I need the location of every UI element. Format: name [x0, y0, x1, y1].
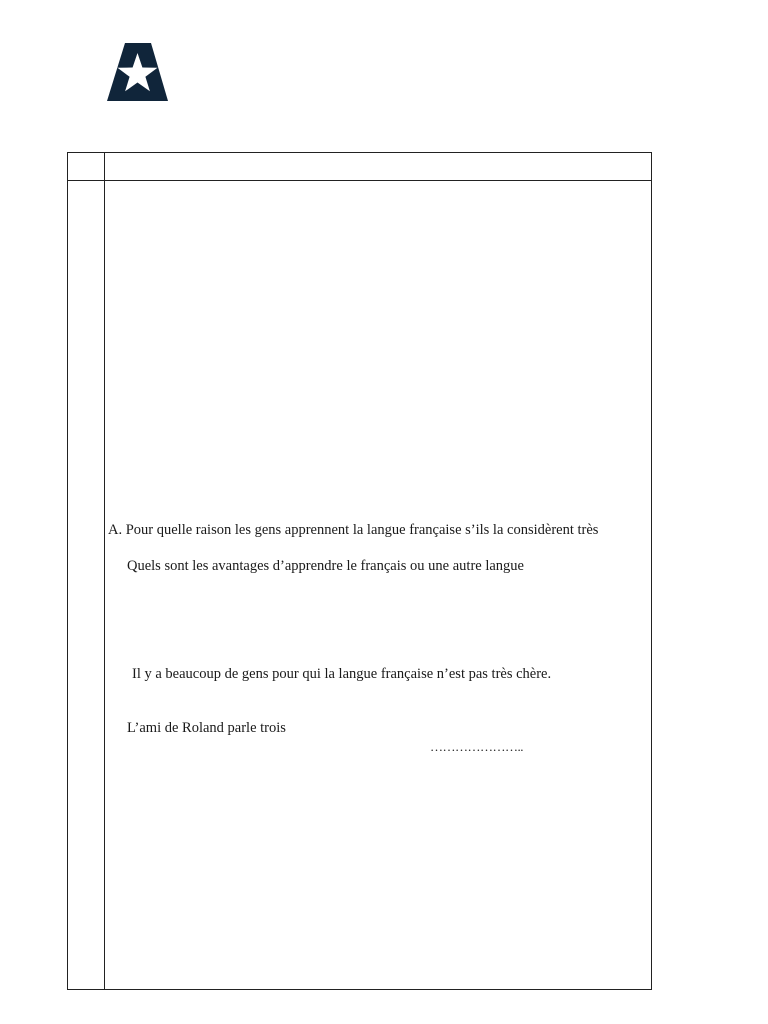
table-column-divider: [104, 153, 105, 989]
question-a-line-1: A. Pour quelle raison les gens apprennent la langue française s’ils la considèrent très: [108, 522, 599, 538]
table-header-divider: [68, 180, 651, 181]
question-c: L’ami de Roland parle trois: [127, 720, 286, 736]
question-a-line-2: Quels sont les avantages d’apprendre le français ou une autre langue: [127, 558, 524, 574]
logo-icon: [107, 43, 168, 101]
question-b: Il y a beaucoup de gens pour qui la langue française n’est pas très chère.: [132, 666, 552, 682]
answer-blank: …………………..: [430, 739, 523, 754]
